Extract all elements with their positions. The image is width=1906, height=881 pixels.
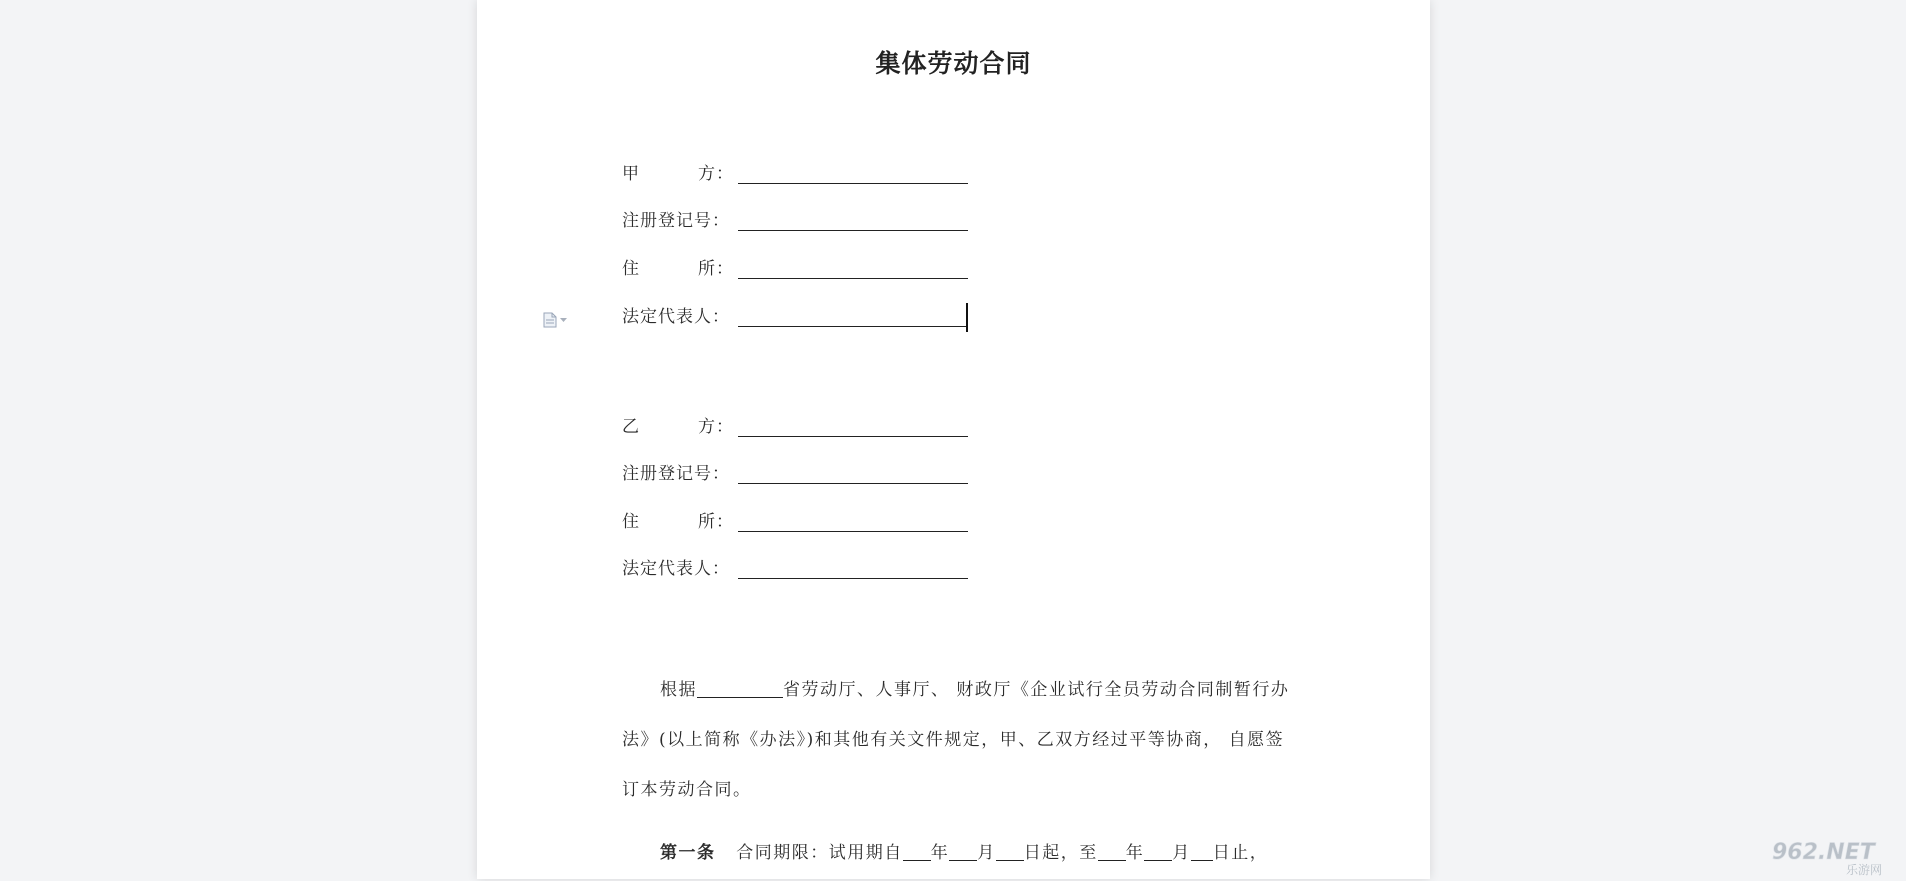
- preamble-paragraph: 根据 省劳动厅、人事厅、 财政厅《企业试行全员劳动合同制暂行办法》(以上简称《办法》)和其他有关文件规定，甲、乙双方经过平等协商， 自愿签订本劳动合同。: [622, 665, 1297, 815]
- party-b-reg-row[interactable]: [622, 458, 968, 484]
- party-a-rep-blank[interactable]: [738, 306, 968, 327]
- field-label: 住 所：: [622, 512, 734, 532]
- party-a-name-row[interactable]: [622, 158, 968, 184]
- document-page: [477, 0, 1430, 879]
- party-a-rep-row[interactable]: [622, 301, 968, 327]
- party-a-name-blank[interactable]: [738, 163, 968, 184]
- party-b-reg-blank[interactable]: [738, 463, 968, 484]
- field-label: 乙 方：: [622, 417, 734, 437]
- field-label: 甲 方：: [622, 164, 734, 184]
- field-label: 法定代表人：: [622, 559, 734, 579]
- article-1-paragraph: 第一条 合同期限：试用期自 年 月 日起，至 年 月 日止，: [622, 828, 1297, 878]
- party-b-name-row[interactable]: [622, 411, 968, 437]
- party-b-rep-row[interactable]: [622, 553, 968, 579]
- field-label: 法定代表人：: [622, 307, 734, 327]
- svg-text:962.NET: 962.NET: [1772, 840, 1877, 865]
- end-day-blank[interactable]: [1191, 840, 1213, 861]
- party-a-reg-blank[interactable]: [738, 210, 968, 231]
- paragraph-options-icon[interactable]: [543, 312, 573, 328]
- party-b-rep-blank[interactable]: [738, 558, 968, 579]
- text-cursor: [966, 303, 968, 332]
- province-blank[interactable]: [697, 677, 783, 698]
- field-label: 住 所：: [622, 259, 734, 279]
- svg-text:乐游网: 乐游网: [1846, 863, 1882, 877]
- day-blank[interactable]: [996, 840, 1024, 861]
- party-b-address-blank[interactable]: [738, 511, 968, 532]
- party-a-address-row[interactable]: [622, 253, 968, 279]
- party-b-name-blank[interactable]: [738, 416, 968, 437]
- year-blank[interactable]: [903, 840, 931, 861]
- article-heading: 第一条: [660, 843, 716, 863]
- party-a-reg-row[interactable]: [622, 205, 968, 231]
- document-icon: [543, 312, 557, 328]
- end-month-blank[interactable]: [1144, 840, 1172, 861]
- document-title: 集体劳动合同: [477, 44, 1430, 80]
- party-b-address-row[interactable]: [622, 506, 968, 532]
- chevron-down-icon: [560, 318, 567, 323]
- month-blank[interactable]: [949, 840, 977, 861]
- end-year-blank[interactable]: [1098, 840, 1126, 861]
- site-watermark-logo: [1768, 837, 1900, 877]
- field-label: 注册登记号：: [622, 464, 734, 484]
- field-label: 注册登记号：: [622, 211, 734, 231]
- party-a-address-blank[interactable]: [738, 258, 968, 279]
